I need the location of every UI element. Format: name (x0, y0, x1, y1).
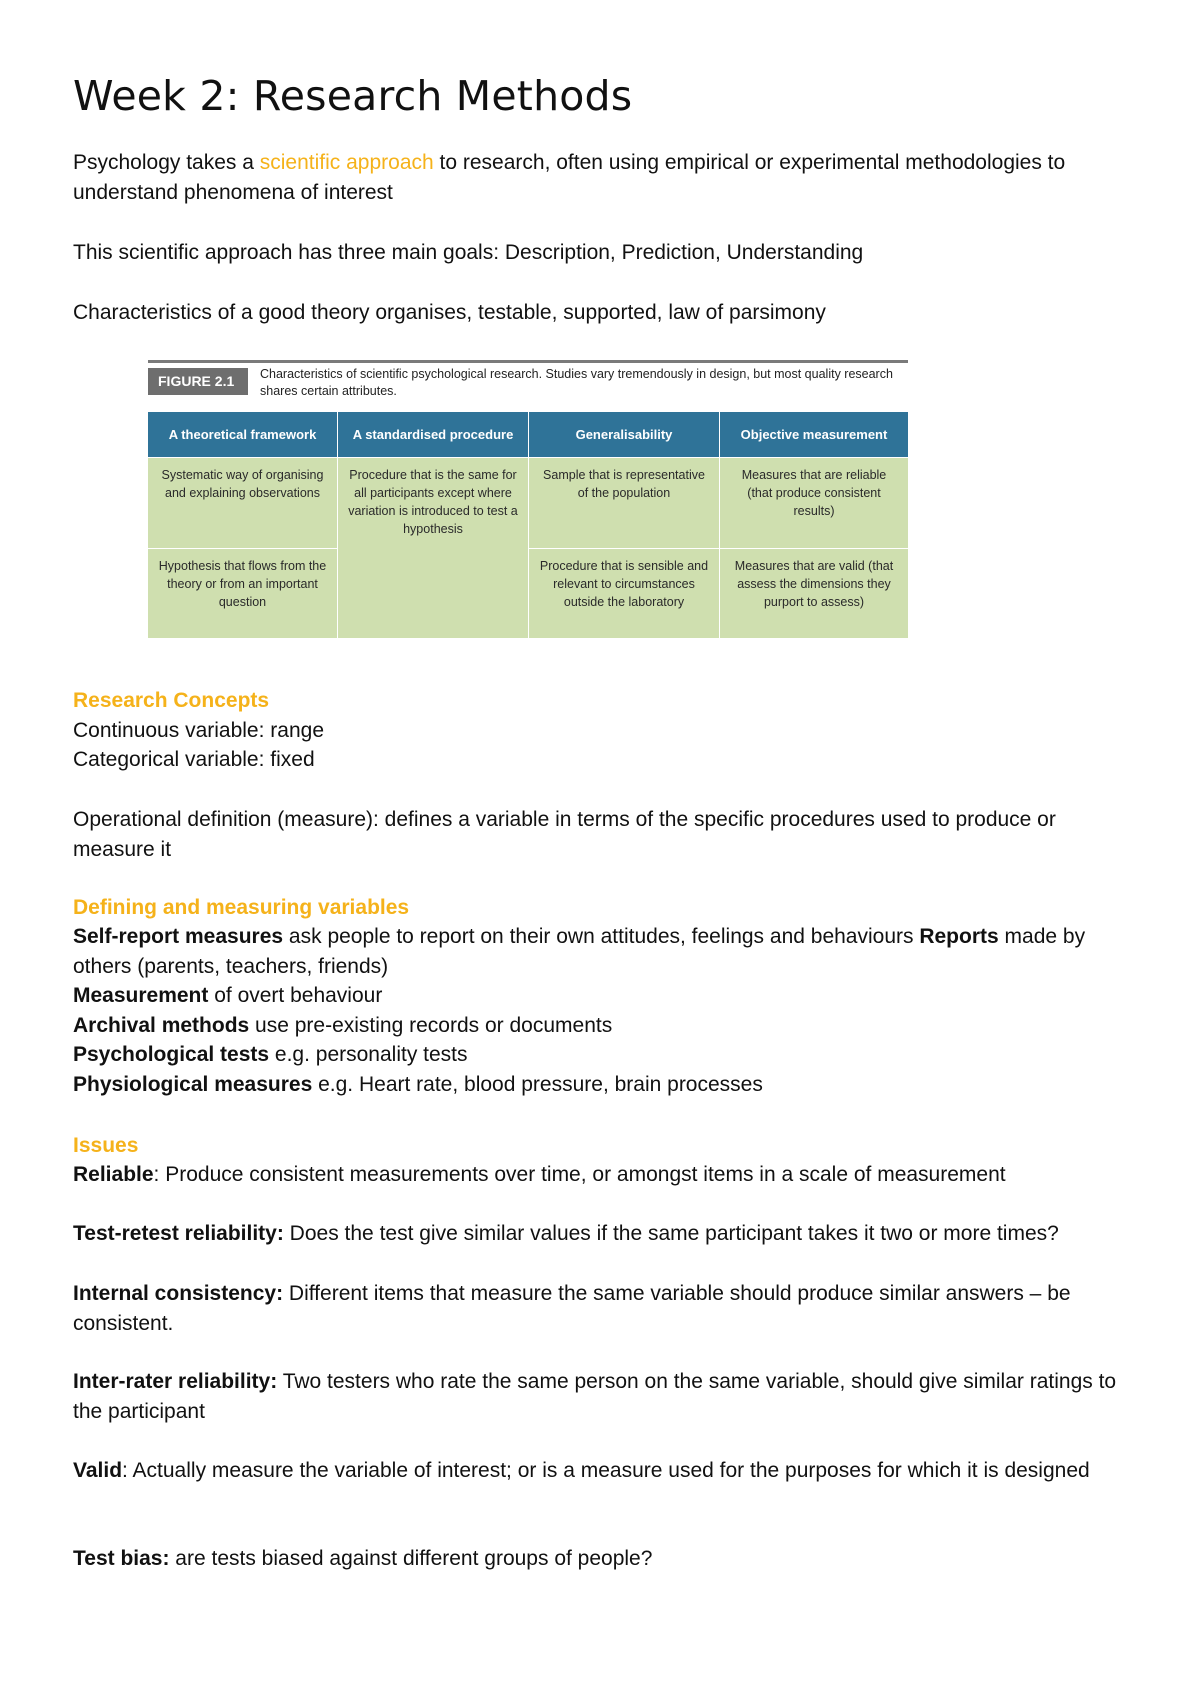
figure-caption: Characteristics of scientific psychological research. Studies vary tremendously in design, but most quality research shares certain attributes. (260, 367, 893, 398)
definition: : Produce consistent measurements over time, or amongst items in a scale of measurement (153, 1163, 1006, 1186)
term: Psychological tests (73, 1043, 270, 1066)
term: Inter-rater reliability: (73, 1370, 278, 1393)
definition: of overt behaviour (208, 984, 383, 1007)
categorical-variable: Categorical variable: fixed (73, 748, 315, 771)
table-header-objective: Objective measurement (720, 412, 908, 457)
valid-paragraph (73, 1456, 1143, 1486)
term: Reliable (73, 1163, 154, 1186)
psych-tests-line (73, 1040, 1143, 1070)
table-cell: Procedure that is sensible and relevant to circumstances outside the laboratory (529, 549, 719, 638)
table-cell: Sample that is representative of the population (529, 458, 719, 548)
figure-tag: FIGURE 2.1 (148, 368, 248, 395)
operational-definition: Operational definition (measure): defines a variable in terms of the specific procedures used to produce or measure it (73, 808, 1056, 861)
definition: e.g. Heart rate, blood pressure, brain processes (312, 1073, 763, 1096)
table-cell: Procedure that is the same for all participants except where variation is introduced to test a hypothesis (338, 458, 528, 638)
definition: use pre-existing records or documents (249, 1014, 613, 1037)
figure-table (148, 412, 908, 638)
table-cell: Hypothesis that flows from the theory or from an important question (148, 549, 337, 638)
term: Internal consistency: (73, 1282, 284, 1305)
definition: made by others (parents, teachers, friends) (73, 925, 1086, 978)
table-cell: Measures that are valid (that assess the dimensions they purport to assess) (720, 549, 908, 638)
table-header-standardised: A standardised procedure (338, 412, 528, 457)
term: Reports (919, 925, 999, 948)
definition: e.g. personality tests (269, 1043, 468, 1066)
issues-heading: Issues (73, 1134, 139, 1157)
inter-rater-paragraph (73, 1367, 1143, 1427)
definition: Two testers who rate the same person on the same variable, should give similar ratings to the participant (73, 1370, 1117, 1423)
continuous-variable: Continuous variable: range (73, 719, 324, 742)
definition: are tests biased against different groups of people? (169, 1547, 653, 1570)
internal-consistency-paragraph (73, 1279, 1143, 1339)
research-concepts-heading: Research Concepts (73, 689, 270, 712)
definition: Does the test give similar values if the same participant takes it two or more times? (283, 1222, 1059, 1245)
page-title: Week 2: Research Methods (73, 72, 633, 120)
physio-line (73, 1070, 1143, 1100)
intro-text: Psychology takes a (73, 151, 260, 174)
definition: : Actually measure the variable of interest; or is a measure used for the purposes for which it is designed (122, 1459, 1090, 1482)
term: Archival methods (73, 1014, 250, 1037)
term: Test-retest reliability: (73, 1222, 284, 1245)
table-cell: Systematic way of organising and explaining observations (148, 458, 337, 548)
term: Test bias: (73, 1547, 170, 1570)
term: Physiological measures (73, 1073, 313, 1096)
table-header-generalisability: Generalisability (529, 412, 719, 457)
table-cell: Measures that are reliable (that produce consistent results) (720, 458, 908, 548)
scientific-approach-highlight: scientific approach (259, 151, 434, 174)
term: Measurement (73, 984, 209, 1007)
defining-heading: Defining and measuring variables (73, 896, 410, 919)
figure-rule (148, 360, 908, 363)
measurement-line (73, 981, 1143, 1011)
test-bias-line (73, 1544, 1143, 1574)
archival-line (73, 1011, 1143, 1041)
self-report-paragraph (73, 922, 1143, 982)
reliable-line (73, 1160, 1143, 1190)
intro-text-rest: to research, often using empirical or experimental methodologies to understand phenomena of interest (73, 151, 1066, 204)
definition: Different items that measure the same variable should produce similar answers – be consistent. (73, 1282, 1071, 1335)
term: Self-report measures (73, 925, 284, 948)
theory-paragraph: Characteristics of a good theory organises, testable, supported, law of parsimony (73, 301, 826, 324)
definition: ask people to report on their own attitudes, feelings and behaviours (283, 925, 920, 948)
test-retest-line (73, 1219, 1143, 1249)
intro-paragraph (73, 148, 1143, 208)
term: Valid (73, 1459, 123, 1482)
table-header-theoretical: A theoretical framework (148, 412, 337, 457)
goals-paragraph: This scientific approach has three main goals: Description, Prediction, Understanding (73, 241, 864, 264)
figure-2-1 (148, 360, 908, 638)
